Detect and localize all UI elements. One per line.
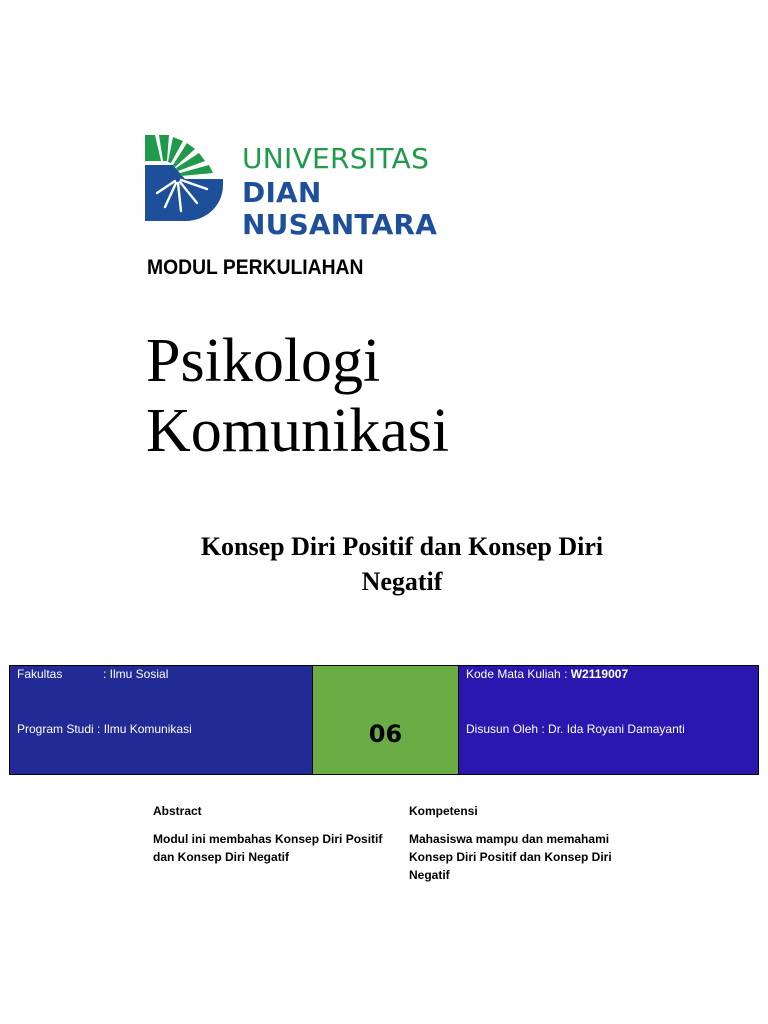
- kode-value: W2119007: [570, 667, 629, 681]
- module-subtitle-line1: Konsep Diri Positif dan Konsep Diri: [200, 532, 604, 561]
- course-title: [146, 326, 449, 466]
- module-number: 06: [368, 720, 403, 748]
- module-label: MODUL PERKULIAHAN: [147, 256, 364, 279]
- info-bar: [9, 665, 759, 775]
- info-left-cell: [10, 666, 313, 774]
- abstract-line2: dan Konsep Diri Negatif: [153, 850, 290, 864]
- module-subtitle-line2: Negatif: [361, 567, 443, 596]
- fakultas-row: [17, 667, 168, 681]
- penyusun: Disusun Oleh : Dr. Ida Royani Damayanti: [466, 722, 685, 736]
- fakultas-value: : Ilmu Sosial: [103, 667, 169, 681]
- module-number-cell: [313, 666, 459, 774]
- kompetensi-heading: Kompetensi: [409, 804, 478, 818]
- logo-text-dian-nusantara: DIAN NUSANTARA: [242, 176, 438, 241]
- abstract-body: [153, 830, 382, 866]
- info-right-cell: [459, 666, 758, 774]
- kompetensi-line3: Negatif: [409, 868, 450, 882]
- abstract-heading: Abstract: [153, 804, 202, 818]
- kompetensi-body: [409, 830, 612, 884]
- fakultas-label: Fakultas: [17, 667, 63, 681]
- kompetensi-line1: Mahasiswa mampu dan memahami: [409, 832, 610, 846]
- abstract-line1: Modul ini membahas Konsep Diri Positif: [153, 832, 383, 846]
- course-title-line2: Komunikasi: [146, 397, 450, 465]
- module-subtitle: [120, 529, 684, 599]
- sunburst-logo-icon: [145, 135, 223, 221]
- kompetensi-line2: Konsep Diri Positif dan Konsep Diri: [409, 850, 612, 864]
- university-logo: [145, 135, 525, 241]
- course-title-line1: Psikologi: [146, 327, 381, 395]
- logo-text-universitas: UNIVERSITAS: [242, 142, 430, 175]
- kode-label: Kode Mata Kuliah :: [466, 667, 571, 681]
- kode-row: [466, 667, 628, 681]
- program-studi: Program Studi : Ilmu Komunikasi: [17, 722, 192, 736]
